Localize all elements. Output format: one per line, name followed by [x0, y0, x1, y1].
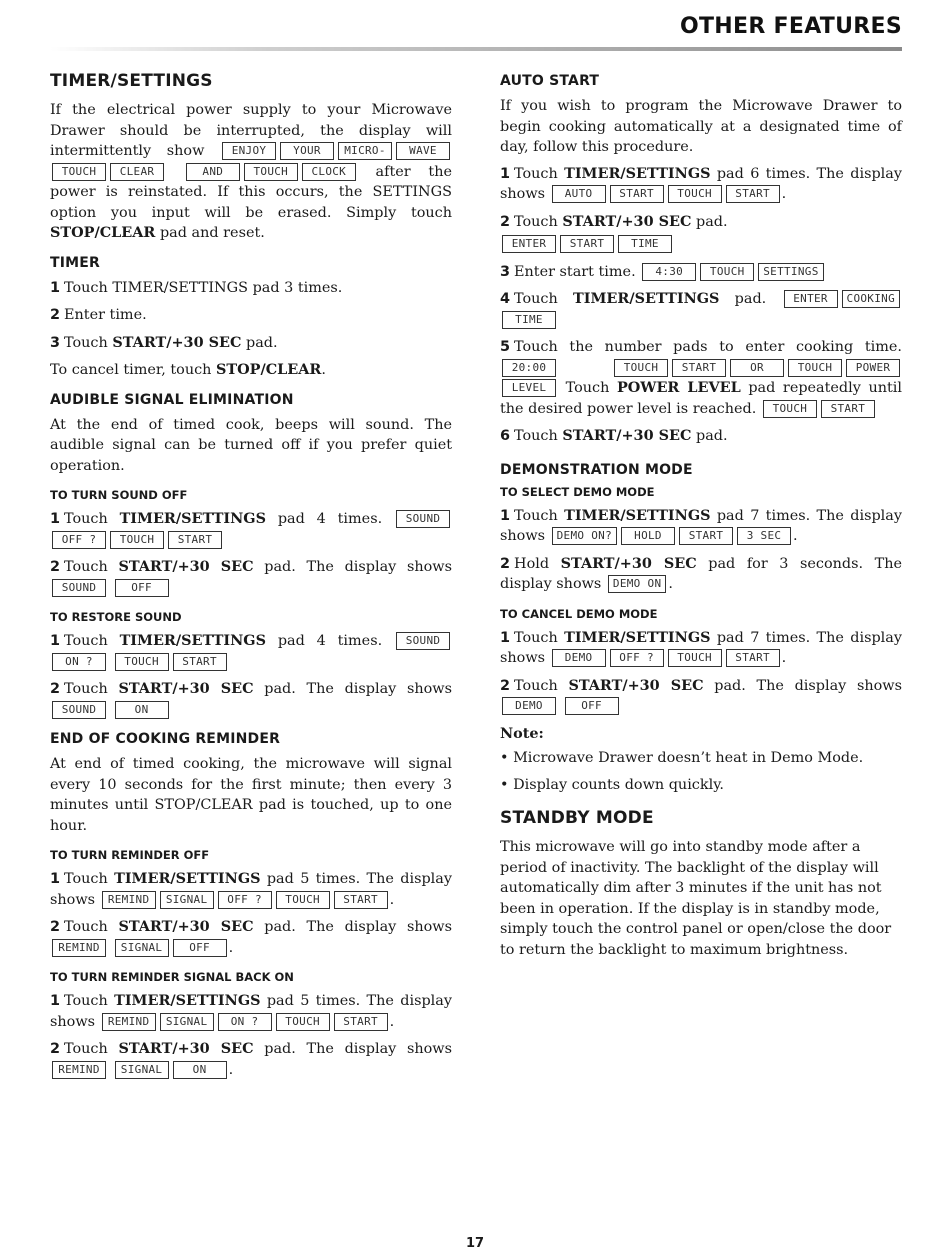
display-box: START — [726, 185, 780, 203]
display-box: SIGNAL — [160, 1013, 214, 1031]
sound-off-step-1 — [50, 509, 452, 550]
display-box: SOUND — [396, 632, 450, 650]
display-box: ON — [115, 701, 169, 719]
step-text: Touch — [64, 871, 115, 887]
display-box: TOUCH — [110, 531, 164, 549]
cancel-demo-step-1: 1 Touch TIMER/SETTINGS pad 7 times. The display shows DEMO OFF ? TOUCH START . — [500, 628, 902, 666]
display-box: ENJOY — [222, 142, 276, 160]
pad-name: START/+30 SEC — [118, 1040, 254, 1057]
display-box: SIGNAL — [115, 939, 169, 957]
timer-heading: TIMER — [50, 254, 101, 271]
step-text: pad. The display shows — [253, 559, 452, 575]
step-number: 1 — [50, 633, 61, 649]
display-box: HOLD — [621, 527, 675, 545]
sound-off-step-2 — [50, 557, 452, 598]
reminder-off-step-2: 2 Touch START/+30 SEC pad. The display shows REMIND SIGNAL OFF . — [50, 918, 452, 956]
display-box: YOUR — [280, 142, 334, 160]
step-text: Touch — [514, 677, 569, 694]
display-box: START — [610, 185, 664, 203]
step-number: 1 — [500, 165, 511, 182]
step-number: 2 — [50, 919, 61, 935]
display-box: ON ? — [52, 653, 106, 671]
display-box: SOUND — [52, 579, 106, 597]
pad-name: TIMER/SETTINGS — [114, 870, 261, 887]
step-text: Touch — [514, 165, 565, 182]
demo-heading: DEMONSTRATION MODE — [500, 461, 693, 478]
pad-name: START/+30 SEC — [118, 680, 254, 697]
pad-name: TIMER/SETTINGS — [564, 628, 711, 646]
pad-name: START/+30 SEC — [560, 554, 697, 572]
reminder-heading: END OF COOKING REMINDER — [50, 731, 281, 747]
timer-step-2 — [50, 305, 452, 326]
display-box: 20:00 — [502, 359, 556, 377]
step-text: . — [321, 362, 326, 378]
step-text: Touch — [64, 993, 115, 1009]
step-text: Touch — [514, 507, 565, 524]
display-box: AUTO — [552, 185, 606, 203]
pad-name: START/+30 SEC — [568, 676, 704, 694]
display-box: TOUCH — [763, 400, 817, 418]
pad-name: TIMER/SETTINGS — [573, 290, 720, 307]
step-number: 1 — [50, 279, 61, 296]
display-box: TOUCH — [614, 359, 668, 377]
step-text: pad. — [241, 334, 278, 351]
timer-cancel-text — [50, 360, 452, 381]
step-number: 2 — [50, 1041, 61, 1057]
reminder-off-heading: TO TURN REMINDER OFF — [50, 848, 210, 862]
pad-name: START/+30 SEC — [118, 918, 254, 935]
display-box: WAVE — [396, 142, 450, 160]
display-box: POWER — [846, 359, 900, 377]
display-box: START — [334, 1013, 388, 1031]
display-box: OFF — [565, 697, 619, 715]
pad-name: TIMER/SETTINGS — [564, 164, 711, 182]
step-number: 2 — [500, 555, 511, 572]
step-text: Enter time. — [64, 307, 147, 323]
display-box: TOUCH — [244, 163, 298, 181]
step-text: Touch — [565, 380, 617, 396]
display-box: LEVEL — [502, 379, 556, 397]
auto-start-step-5 — [500, 337, 902, 419]
step-text: pad repeatedly until the desired power level is reached. — [500, 380, 902, 417]
page-header-title: OTHER FEATURES — [679, 14, 902, 39]
display-box: START — [168, 531, 222, 549]
step-text: pad 7 times. The display shows — [500, 629, 902, 666]
display-row — [500, 234, 902, 255]
timer-step-1 — [50, 278, 452, 299]
note-label: Note: — [500, 724, 544, 742]
step-text: pad 4 times. — [265, 633, 383, 649]
note-bullet: • Display counts down quickly. — [500, 776, 724, 793]
step-text: Touch — [514, 213, 563, 230]
display-box: 3 SEC — [737, 527, 791, 545]
step-text: pad 4 times. — [265, 511, 383, 527]
display-box: OFF ? — [218, 891, 272, 909]
display-box: REMIND — [52, 939, 106, 957]
display-box: REMIND — [52, 1061, 106, 1079]
step-text: pad. The display shows — [253, 919, 452, 935]
display-box: START — [672, 359, 726, 377]
standby-heading: STANDBY MODE — [500, 808, 654, 828]
step-text: pad. The display shows — [253, 1041, 452, 1057]
display-box: SOUND — [52, 701, 106, 719]
step-text: Touch the number pads to enter cooking time. — [514, 339, 902, 355]
pad-name: STOP/CLEAR — [216, 361, 322, 378]
display-box: OR — [730, 359, 784, 377]
auto-start-step-2 — [500, 212, 902, 255]
display-box: SIGNAL — [115, 1061, 169, 1079]
timer-settings-text-2: after the power is reinstated. If this occurs, the SETTINGS option you input will be erased. Simply touch — [50, 163, 452, 221]
auto-start-paragraph: If you wish to program the Microwave Drawer to begin cooking automatically at a designated time of day, follow this procedure. — [500, 98, 902, 155]
step-number: 1 — [50, 993, 61, 1009]
step-number: 2 — [50, 681, 61, 697]
cancel-demo-heading: TO CANCEL DEMO MODE — [500, 606, 658, 621]
timer-settings-heading: TIMER/SETTINGS — [50, 71, 213, 91]
restore-sound-heading: TO RESTORE SOUND — [50, 610, 182, 624]
step-text: Hold — [514, 555, 561, 572]
step-text: Touch — [64, 919, 119, 935]
pad-name: START/+30 SEC — [562, 212, 692, 230]
display-box: TIME — [618, 235, 672, 253]
display-box: OFF — [115, 579, 169, 597]
step-number: 3 — [500, 263, 511, 280]
pad-name: TIMER/SETTINGS — [564, 506, 711, 524]
display-box: START — [821, 400, 875, 418]
pad-name: TIMER/SETTINGS — [119, 510, 266, 527]
display-box: REMIND — [102, 891, 156, 909]
display-box: TOUCH — [668, 649, 722, 667]
right-column — [500, 64, 902, 966]
pad-name: TIMER/SETTINGS — [114, 992, 261, 1009]
reminder-paragraph: At end of timed cooking, the microwave will signal every 10 seconds for the first minute; then every 3 minutes until STOP/CLEAR pad is touched, up to one hour. — [50, 756, 452, 834]
step-number: 1 — [50, 511, 61, 527]
pad-name: START/+30 SEC — [562, 427, 692, 444]
step-number: 2 — [50, 559, 61, 575]
step-text: Enter start time. — [514, 263, 636, 280]
display-box: CLEAR — [110, 163, 164, 181]
step-text: Touch — [64, 1041, 119, 1057]
restore-sound-step-2 — [50, 679, 452, 720]
page-header — [50, 14, 902, 52]
step-text: Touch — [64, 334, 113, 351]
step-text: pad for 3 seconds. The display shows — [500, 555, 903, 592]
display-box: SOUND — [396, 510, 450, 528]
auto-start-step-3 — [500, 262, 902, 283]
display-box: MICRO- — [338, 142, 392, 160]
step-text: Touch — [64, 511, 120, 527]
step-text: Touch — [514, 629, 565, 646]
display-box: ON — [173, 1061, 227, 1079]
display-box: DEMO — [552, 649, 606, 667]
reminder-on-step-1: 1 Touch TIMER/SETTINGS pad 5 times. The display shows REMIND SIGNAL ON ? TOUCH START . — [50, 992, 452, 1030]
pad-name: POWER LEVEL — [616, 379, 741, 396]
step-text: pad 6 times. The display shows — [500, 165, 902, 202]
note-bullet: • Microwave Drawer doesn’t heat in Demo Mode. — [500, 750, 864, 766]
display-box: TOUCH — [668, 185, 722, 203]
header-rule — [50, 47, 902, 51]
display-box: TOUCH — [115, 653, 169, 671]
step-text: pad. — [691, 213, 728, 230]
step-number: 3 — [50, 334, 61, 351]
step-text: Touch — [64, 559, 119, 575]
step-text: Touch — [514, 291, 574, 307]
auto-start-step-4 — [500, 289, 902, 330]
display-box: DEMO — [502, 697, 556, 715]
step-number: 4 — [500, 291, 511, 307]
auto-start-step-1: 1 Touch TIMER/SETTINGS pad 6 times. The display shows AUTO START TOUCH START . — [500, 164, 902, 202]
display-box: START — [334, 891, 388, 909]
pad-name: TIMER/SETTINGS — [119, 632, 266, 649]
stop-clear-label: STOP/CLEAR — [50, 224, 156, 241]
display-box: 4:30 — [642, 263, 696, 281]
display-box: START — [560, 235, 614, 253]
standby-paragraph: This microwave will go into standby mode after a period of inactivity. The backlight of the display will automatically dim after 3 minutes if the unit has not been in operation. If the display is in standby mode, simply touch the control panel or open/close the door to return the backlight to maximum brightness. — [500, 839, 892, 958]
audible-paragraph: At the end of timed cook, beeps will sound. The audible signal can be turned off if you prefer quiet operation. — [50, 416, 452, 474]
display-box: AND — [186, 163, 240, 181]
display-box: DEMO ON — [608, 575, 666, 593]
timer-step-3 — [50, 333, 452, 354]
step-number: 2 — [500, 677, 511, 694]
step-text: Touch — [64, 681, 119, 697]
display-box: START — [679, 527, 733, 545]
step-text: pad 5 times. The display shows — [50, 993, 452, 1030]
step-number: 5 — [500, 339, 511, 355]
display-box: TOUCH — [700, 263, 754, 281]
display-box: START — [173, 653, 227, 671]
step-text: pad 7 times. The display shows — [500, 507, 902, 544]
display-box: OFF — [173, 939, 227, 957]
reminder-on-step-2: 2 Touch START/+30 SEC pad. The display shows REMIND SIGNAL ON . — [50, 1040, 452, 1078]
step-text: Touch — [514, 428, 563, 444]
display-box: TIME — [502, 311, 556, 329]
display-box: OFF ? — [610, 649, 664, 667]
left-column — [50, 64, 452, 1087]
reminder-off-step-1: 1 Touch TIMER/SETTINGS pad 5 times. The display shows REMIND SIGNAL OFF ? TOUCH START . — [50, 870, 452, 908]
step-text: Touch TIMER/SETTINGS pad 3 times. — [64, 279, 343, 296]
display-box: TOUCH — [788, 359, 842, 377]
display-box: TOUCH — [52, 163, 106, 181]
select-demo-step-1: 1 Touch TIMER/SETTINGS pad 7 times. The display shows DEMO ON? HOLD START 3 SEC . — [500, 506, 902, 544]
timer-settings-text-3: pad and reset. — [155, 225, 265, 241]
step-text: Touch — [64, 633, 120, 649]
page-number: 17 — [465, 1236, 485, 1251]
auto-start-heading: AUTO START — [500, 73, 600, 89]
auto-start-step-6 — [500, 426, 902, 447]
display-box: SIGNAL — [160, 891, 214, 909]
audible-heading: AUDIBLE SIGNAL ELIMINATION — [50, 391, 294, 408]
step-text: pad 5 times. The display shows — [50, 871, 452, 908]
sound-off-heading: TO TURN SOUND OFF — [50, 488, 188, 502]
step-number: 6 — [500, 428, 511, 444]
display-box: ON ? — [218, 1013, 272, 1031]
step-text: To cancel timer, touch — [50, 362, 216, 378]
select-demo-step-2: 2 Hold START/+30 SEC pad for 3 seconds. The display shows DEMO ON . — [500, 554, 903, 592]
step-text: pad. — [691, 428, 728, 444]
restore-sound-step-1 — [50, 631, 452, 672]
timer-settings-text-1: If the electrical power supply to your Microwave Drawer should be interrupted, the display will intermittently show — [50, 102, 452, 159]
step-text: pad. — [719, 291, 767, 307]
display-box: TOUCH — [276, 1013, 330, 1031]
display-box: ENTER — [502, 235, 556, 253]
select-demo-heading: TO SELECT DEMO MODE — [500, 484, 655, 499]
display-box: TOUCH — [276, 891, 330, 909]
display-box: REMIND — [102, 1013, 156, 1031]
display-box: COOKING — [842, 290, 900, 308]
display-box: START — [726, 649, 780, 667]
step-text: pad. The display shows — [253, 681, 452, 697]
reminder-on-heading: TO TURN REMINDER SIGNAL BACK ON — [50, 970, 294, 984]
step-text: pad. The display shows — [703, 677, 902, 694]
step-number: 2 — [50, 307, 61, 323]
step-number: 1 — [500, 629, 511, 646]
cancel-demo-step-2 — [500, 676, 902, 717]
timer-settings-paragraph — [50, 100, 452, 244]
display-box: DEMO ON? — [552, 527, 617, 545]
step-number: 1 — [500, 507, 511, 524]
display-box: ENTER — [784, 290, 838, 308]
pad-name: START/+30 SEC — [118, 558, 254, 575]
display-box: OFF ? — [52, 531, 106, 549]
display-box: CLOCK — [302, 163, 356, 181]
step-number: 2 — [500, 213, 511, 230]
pad-name: START/+30 SEC — [112, 333, 242, 351]
step-number: 1 — [50, 871, 61, 887]
display-box: SETTINGS — [758, 263, 823, 281]
